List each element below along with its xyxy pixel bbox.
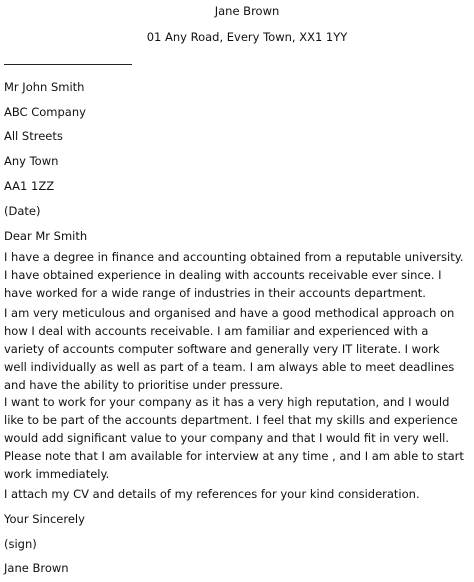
body-paragraph-4: Please note that I am available for interview at any time , and I am able to start work immediately. [4, 449, 464, 481]
body-paragraph-3: I want to work for your company as it has a very high reputation, and I would like to be part of the accounts department. I feel that my skills and experience would add significant value to your company and that I would fit in very well. [4, 395, 458, 445]
letter-date: (Date) [4, 204, 41, 218]
recipient-town: Any Town [4, 154, 59, 168]
sender-name: Jane Brown [214, 4, 280, 18]
header-divider [4, 64, 132, 65]
recipient-name: Mr John Smith [4, 80, 85, 94]
body-paragraph-5: I attach my CV and details of my references for your kind consideration. [4, 487, 420, 501]
body-paragraph-1: I have a degree in finance and accounting obtained from a reputable university. I have obtained experience in dealing with accounts receivable ever since. I have worked for a wide range of industries in their accounts department. [4, 250, 464, 300]
closing: Your Sincerely [4, 512, 85, 526]
signoff-name: Jane Brown [4, 561, 69, 575]
recipient-postcode: AA1 1ZZ [4, 179, 55, 193]
salutation: Dear Mr Smith [4, 229, 88, 243]
signature: (sign) [4, 537, 37, 551]
recipient-company: ABC Company [4, 105, 86, 119]
recipient-street: All Streets [4, 129, 63, 143]
body-paragraph-2: I am very meticulous and organised and have a good methodical approach on how I deal with accounts receivable. I am familiar and experienced with a variety of accounts computer software and generally very IT literate. I work well individually as well as part of a team. I am always able to meet deadlines and have the ability to prioritise under pressure. [4, 306, 455, 392]
sender-address: 01 Any Road, Every Town, XX1 1YY [146, 30, 348, 44]
